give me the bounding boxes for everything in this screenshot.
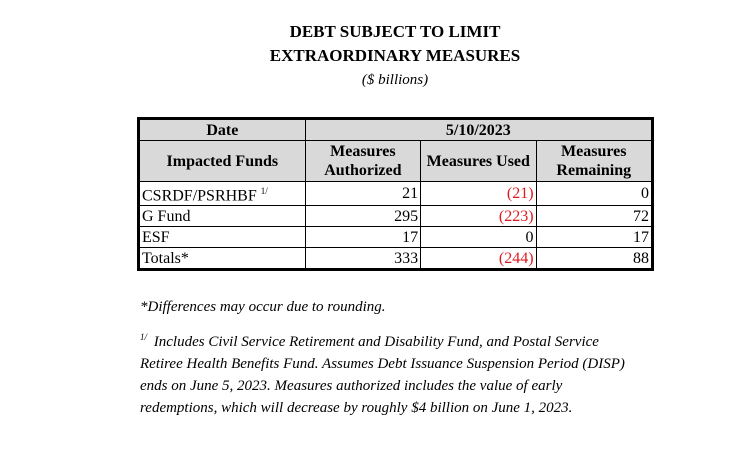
remaining-value: 0: [536, 182, 652, 206]
table-row: [139, 227, 653, 248]
column-header-row: [139, 141, 653, 182]
authorized-value: 333: [305, 248, 420, 270]
fund-name: Totals*: [139, 248, 306, 270]
fund-name: G Fund: [139, 206, 306, 227]
footnote: [140, 326, 640, 419]
col-header-authorized: Measures Authorized: [305, 141, 420, 182]
rounding-note: *Differences may occur due to rounding.: [140, 299, 386, 315]
totals-row: [139, 248, 653, 270]
col-header-used: Measures Used: [421, 141, 536, 182]
footnote-mark: 1/: [260, 186, 268, 196]
table-row: [139, 206, 653, 227]
title-line-1: DEBT SUBJECT TO LIMIT: [289, 22, 501, 41]
authorized-value: 17: [305, 227, 420, 248]
units-subtitle: ($ billions): [361, 72, 429, 88]
remaining-value: 88: [536, 248, 652, 270]
used-value: (21): [421, 182, 536, 206]
fund-name: ESF: [139, 227, 306, 248]
used-value: (244): [421, 248, 536, 270]
date-row: [139, 119, 653, 141]
date-label: Date: [139, 119, 306, 141]
authorized-value: 21: [305, 182, 420, 206]
authorized-value: 295: [305, 206, 420, 227]
footnote-text: Includes Civil Service Retirement and Disability Fund, and Postal Service Retiree Health Benefits Fund. Assumes Debt Issuance Suspension Period (DISP) ends on June 5, 2023. Measures authorized includes the value of early redemptions, which will decrease by roughly $4 billion on June 1, 2023.: [140, 334, 625, 416]
footnote-mark: 1/: [140, 332, 148, 342]
col-header-funds: Impacted Funds: [139, 141, 306, 182]
remaining-value: 72: [536, 206, 652, 227]
used-value: (223): [421, 206, 536, 227]
fund-name: [139, 182, 306, 206]
remaining-value: 17: [536, 227, 652, 248]
col-header-remaining: Measures Remaining: [536, 141, 652, 182]
used-value: 0: [421, 227, 536, 248]
table-row: [139, 182, 653, 206]
debt-table: [137, 117, 654, 271]
title-line-2: EXTRAORDINARY MEASURES: [269, 46, 521, 65]
date-value: 5/10/2023: [305, 119, 652, 141]
fund-name-text: CSRDF/PSRHBF: [142, 187, 257, 205]
